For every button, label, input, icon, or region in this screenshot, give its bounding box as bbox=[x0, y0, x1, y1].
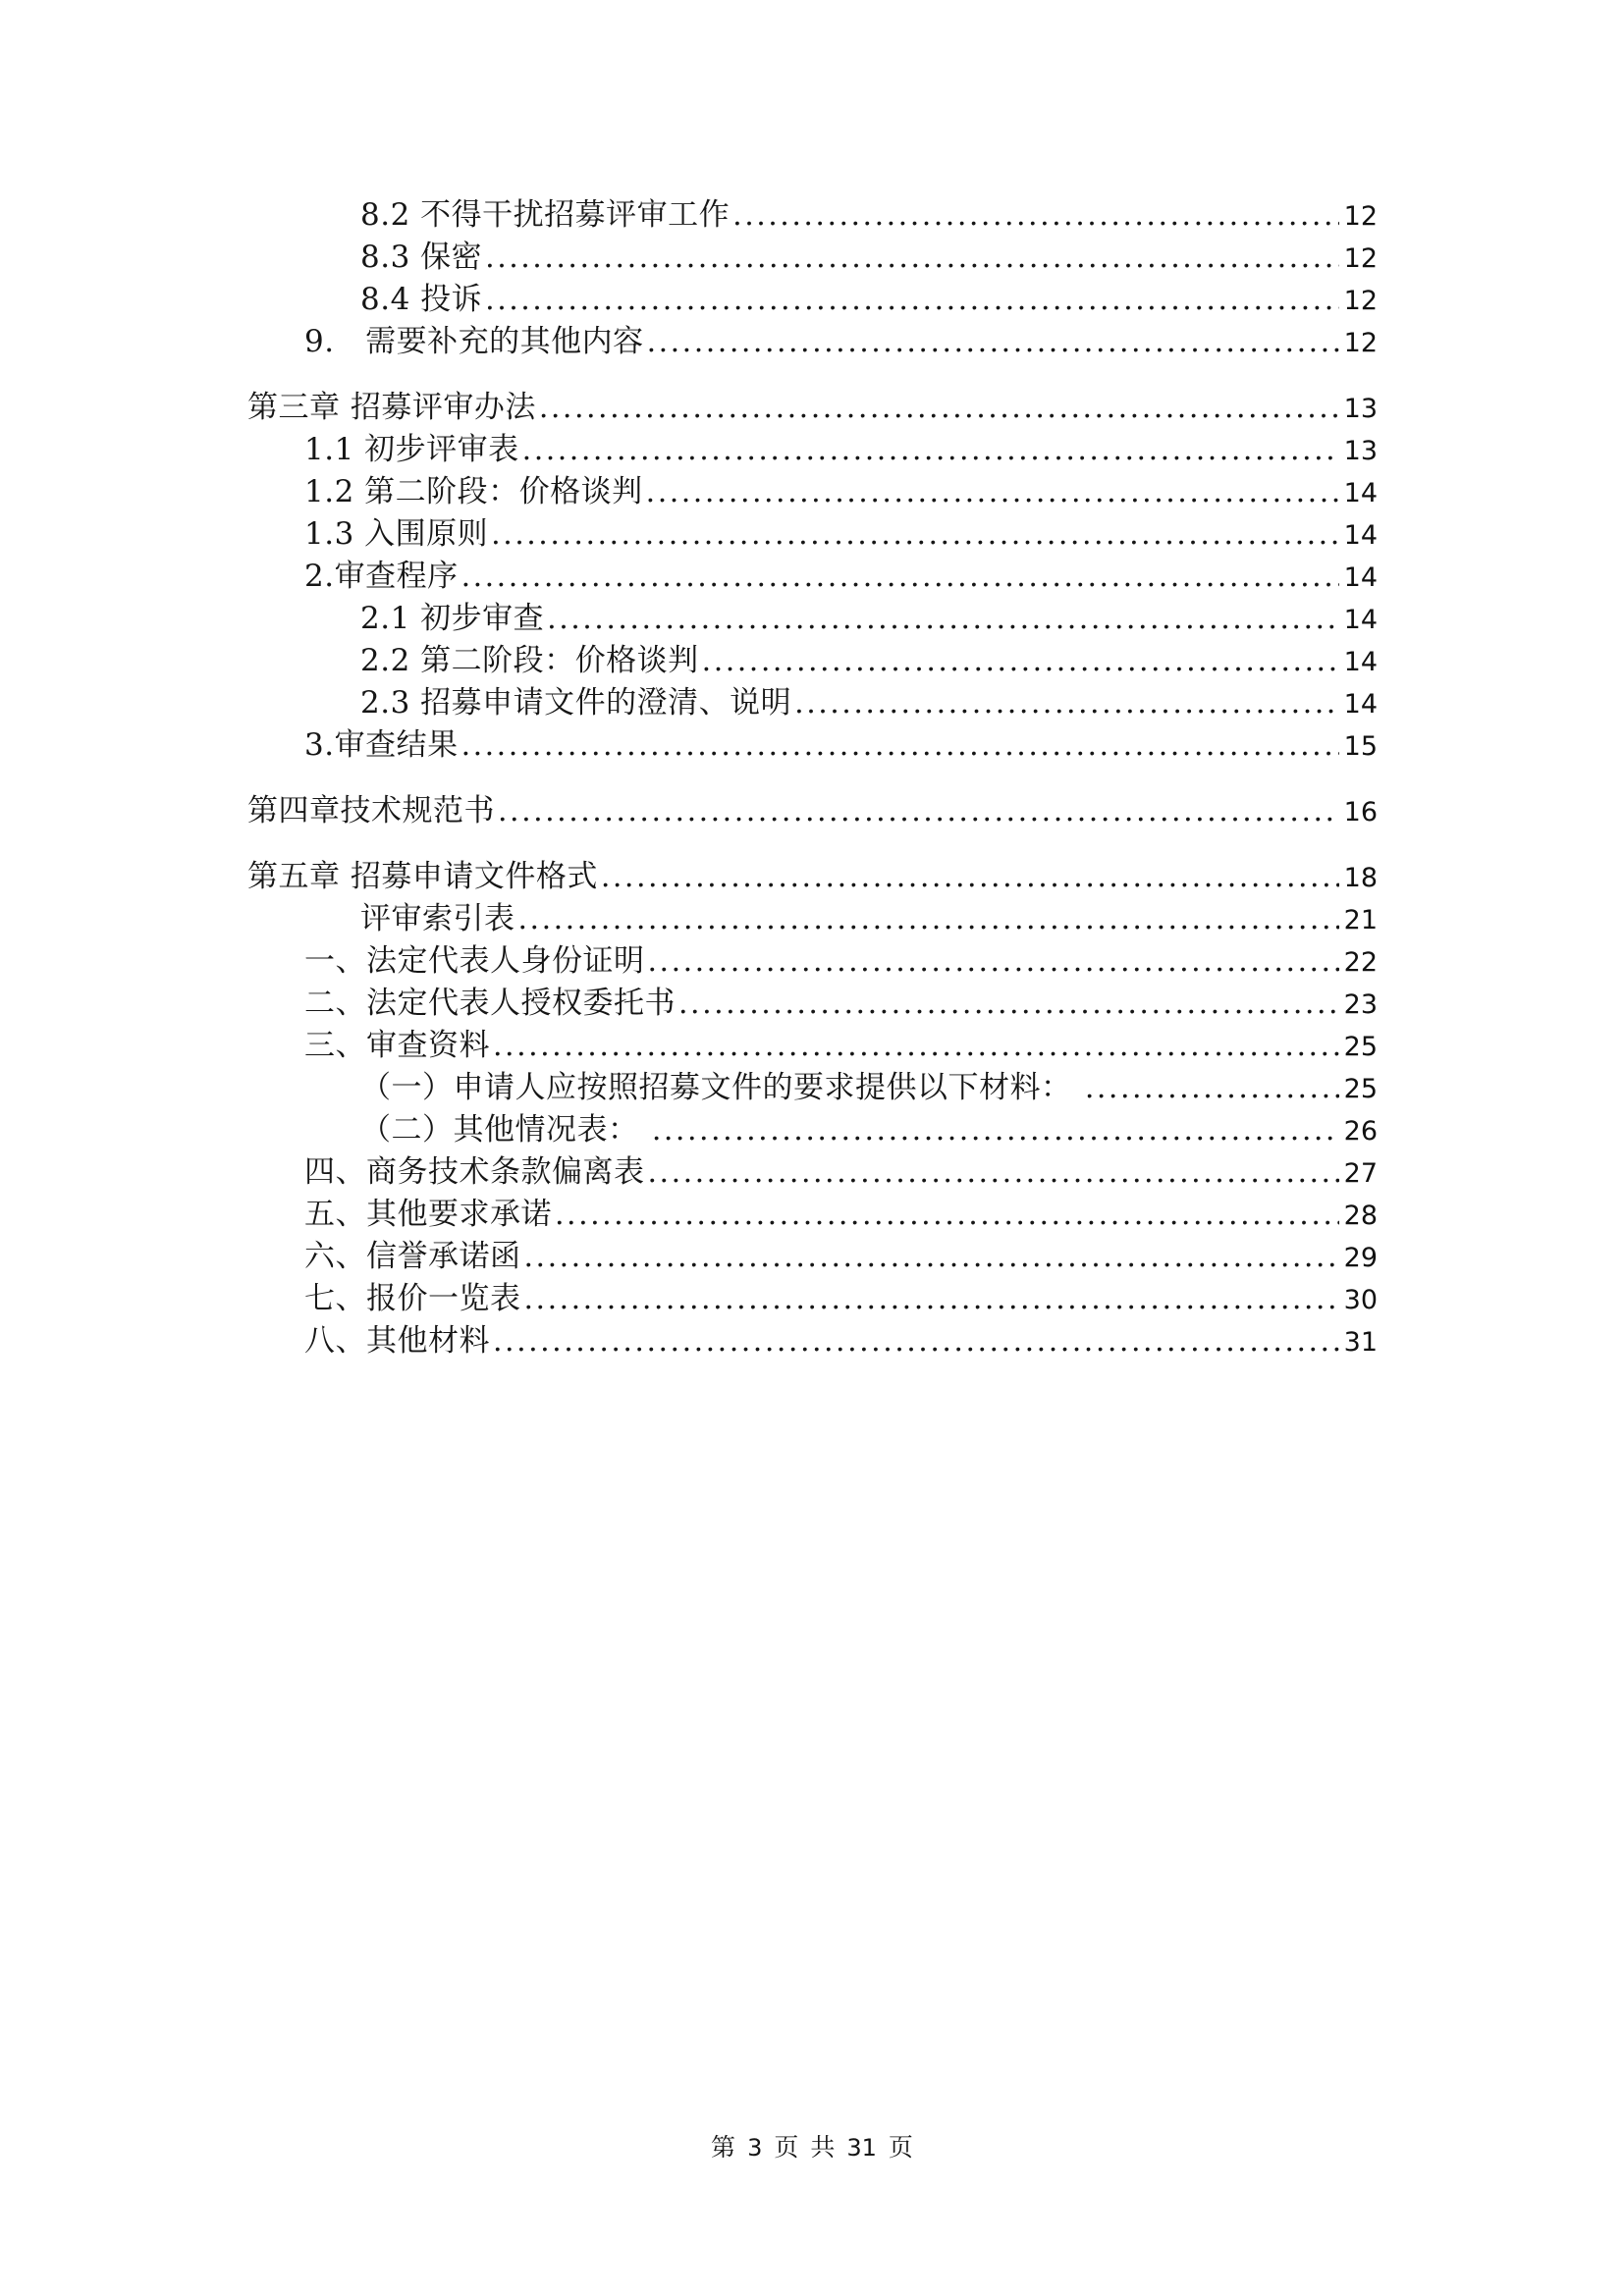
toc-entry-page: 12 bbox=[1343, 243, 1378, 274]
toc-entry-page: 25 bbox=[1343, 1032, 1378, 1062]
toc-entry-label: 五、其他要求承诺 bbox=[304, 1197, 552, 1232]
toc-entry bbox=[247, 513, 1378, 556]
dot-leader bbox=[732, 194, 1338, 237]
toc-entry bbox=[247, 1320, 1378, 1362]
toc-entry bbox=[247, 194, 1378, 237]
toc-entry-page: 16 bbox=[1343, 797, 1378, 828]
toc-entry-label: 2.审查程序 bbox=[304, 559, 459, 594]
dot-leader bbox=[678, 983, 1339, 1025]
dot-leader bbox=[794, 682, 1338, 724]
toc-entry-label: 1.2 第二阶段：价格谈判 bbox=[304, 474, 643, 509]
toc-entry-page: 12 bbox=[1343, 286, 1378, 316]
dot-leader bbox=[524, 1236, 1339, 1278]
toc-entry-label: 8.4 投诉 bbox=[360, 282, 483, 317]
toc-entry bbox=[247, 556, 1378, 598]
toc-entry-label: 2.2 第二阶段：价格谈判 bbox=[360, 643, 699, 678]
toc-entry-label: 三、审查资料 bbox=[304, 1028, 490, 1063]
footer-label-di: 第 bbox=[711, 2133, 736, 2162]
dot-leader bbox=[702, 640, 1339, 682]
toc-entry-page: 14 bbox=[1343, 605, 1378, 635]
toc-entry-page: 28 bbox=[1343, 1201, 1378, 1231]
dot-leader bbox=[646, 471, 1339, 513]
toc-entry bbox=[247, 640, 1378, 682]
dot-leader bbox=[539, 387, 1339, 429]
dot-leader bbox=[498, 790, 1339, 832]
toc-entry bbox=[247, 429, 1378, 471]
toc-entry bbox=[247, 1278, 1378, 1320]
toc-entry-page: 29 bbox=[1343, 1243, 1378, 1273]
dot-leader bbox=[485, 237, 1338, 279]
toc-entry-label: 2.3 招募申请文件的澄清、说明 bbox=[360, 685, 792, 721]
toc-entry-page: 26 bbox=[1343, 1116, 1378, 1147]
dot-leader bbox=[648, 940, 1339, 983]
toc-entry-label: 第三章 招募评审办法 bbox=[247, 390, 536, 425]
toc-entry-page: 25 bbox=[1343, 1074, 1378, 1104]
toc-entry-page: 14 bbox=[1343, 478, 1378, 508]
toc-entry-label: 六、信誉承诺函 bbox=[304, 1239, 521, 1274]
toc-entry-label: 七、报价一览表 bbox=[304, 1281, 521, 1316]
dot-leader bbox=[493, 1320, 1339, 1362]
dot-leader bbox=[648, 1151, 1339, 1194]
toc-entry bbox=[247, 1236, 1378, 1278]
toc-entry-page: 13 bbox=[1343, 436, 1378, 466]
toc-entry-label: 8.3 保密 bbox=[360, 240, 483, 275]
toc-entry-page: 18 bbox=[1343, 863, 1378, 893]
toc-entry bbox=[247, 682, 1378, 724]
toc-entry bbox=[247, 898, 1378, 940]
toc-entry bbox=[247, 598, 1378, 640]
toc-entry-label: 二、法定代表人授权委托书 bbox=[304, 986, 676, 1021]
table-of-contents bbox=[247, 194, 1378, 1362]
toc-entry-label: 第五章 招募申请文件格式 bbox=[247, 859, 598, 894]
dot-leader bbox=[522, 429, 1339, 471]
toc-entry-page: 14 bbox=[1343, 520, 1378, 551]
toc-entry-label: 3.审查结果 bbox=[304, 727, 459, 763]
footer-label-ye2: 页 bbox=[888, 2133, 913, 2162]
toc-entry-label: 第四章技术规范书 bbox=[247, 793, 495, 828]
toc-entry-page: 14 bbox=[1343, 647, 1378, 677]
dot-leader bbox=[491, 513, 1338, 556]
toc-entry-page: 27 bbox=[1343, 1158, 1378, 1189]
toc-entry-label: （二）其他情况表： bbox=[360, 1112, 649, 1148]
toc-entry-page: 31 bbox=[1343, 1327, 1378, 1358]
toc-entry bbox=[247, 387, 1378, 429]
toc-entry-label: 8.2 不得干扰招募评审工作 bbox=[360, 197, 731, 233]
toc-entry-page: 13 bbox=[1343, 394, 1378, 424]
toc-entry bbox=[247, 237, 1378, 279]
toc-entry-label: 1.1 初步评审表 bbox=[304, 432, 519, 467]
dot-leader bbox=[601, 856, 1339, 898]
dot-leader bbox=[524, 1278, 1339, 1320]
dot-leader bbox=[461, 724, 1339, 767]
dot-leader bbox=[555, 1194, 1339, 1236]
toc-entry-page: 15 bbox=[1343, 731, 1378, 762]
toc-entry-label: 2.1 初步审查 bbox=[360, 601, 545, 636]
toc-entry bbox=[247, 1109, 1378, 1151]
toc-entry-label: 评审索引表 bbox=[360, 901, 515, 936]
toc-entry-page: 23 bbox=[1343, 989, 1378, 1020]
toc-entry bbox=[247, 471, 1378, 513]
toc-entry-page: 14 bbox=[1343, 689, 1378, 720]
toc-entry bbox=[247, 1067, 1378, 1109]
toc-entry-label: 9. 需要补充的其他内容 bbox=[304, 324, 644, 359]
toc-entry bbox=[247, 856, 1378, 898]
toc-entry-label: 1.3 入围原则 bbox=[304, 516, 489, 552]
dot-leader bbox=[493, 1025, 1339, 1067]
footer-label-ye: 页 bbox=[774, 2133, 799, 2162]
toc-entry-page: 22 bbox=[1343, 947, 1378, 978]
toc-entry bbox=[247, 1025, 1378, 1067]
toc-entry-label: 一、法定代表人身份证明 bbox=[304, 943, 645, 979]
dot-leader bbox=[461, 556, 1339, 598]
toc-entry-label: 四、商务技术条款偏离表 bbox=[304, 1154, 645, 1190]
toc-entry-page: 21 bbox=[1343, 905, 1378, 935]
toc-entry-label: 八、其他材料 bbox=[304, 1323, 490, 1359]
dot-leader bbox=[647, 321, 1339, 363]
toc-entry-page: 30 bbox=[1343, 1285, 1378, 1315]
toc-entry-page: 12 bbox=[1343, 201, 1378, 232]
footer-label-gong: 共 bbox=[810, 2133, 836, 2162]
toc-entry bbox=[247, 321, 1378, 363]
footer-total-pages-number: 31 bbox=[846, 2134, 877, 2162]
toc-entry bbox=[247, 724, 1378, 767]
toc-entry bbox=[247, 940, 1378, 983]
page-footer bbox=[0, 2128, 1624, 2163]
toc-entry bbox=[247, 983, 1378, 1025]
dot-leader bbox=[518, 898, 1339, 940]
toc-entry bbox=[247, 1194, 1378, 1236]
toc-entry-label: （一）申请人应按照招募文件的要求提供以下材料： bbox=[360, 1070, 1082, 1105]
toc-entry-page: 14 bbox=[1343, 562, 1378, 593]
dot-leader bbox=[1085, 1067, 1339, 1109]
footer-current-page-number: 3 bbox=[747, 2134, 763, 2162]
dot-leader bbox=[652, 1109, 1339, 1151]
dot-leader bbox=[485, 279, 1338, 321]
toc-entry bbox=[247, 790, 1378, 832]
toc-entry-page: 12 bbox=[1343, 328, 1378, 358]
toc-entry bbox=[247, 279, 1378, 321]
toc-entry bbox=[247, 1151, 1378, 1194]
dot-leader bbox=[547, 598, 1338, 640]
